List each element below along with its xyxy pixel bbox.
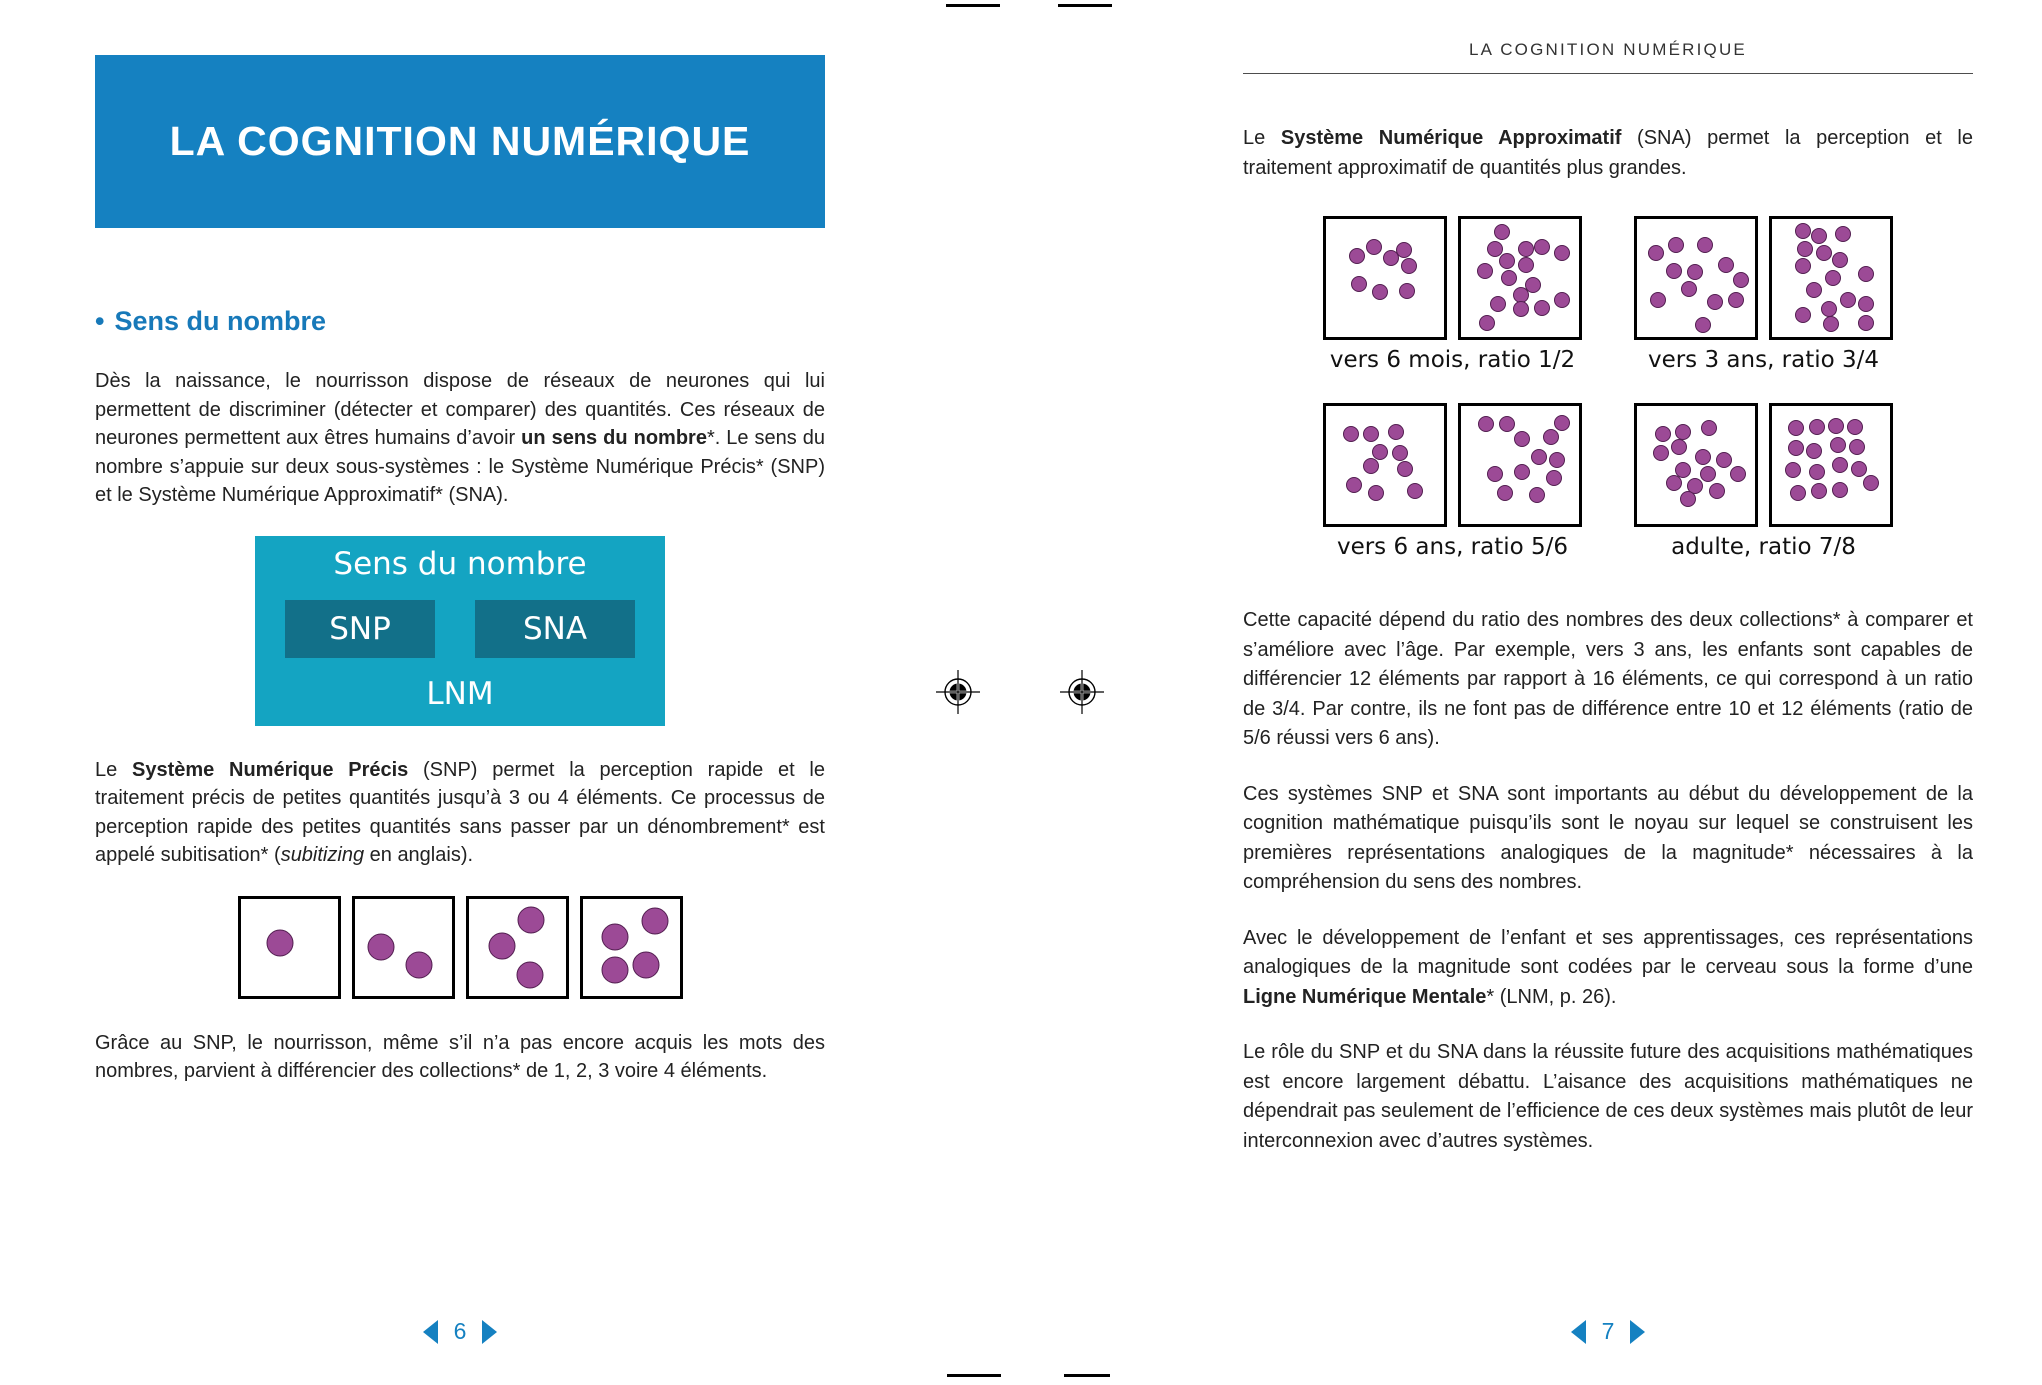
dot bbox=[1383, 250, 1399, 266]
dot bbox=[1795, 223, 1811, 239]
dot-card-1 bbox=[238, 896, 341, 999]
trim-mark-icon bbox=[1064, 1374, 1110, 1377]
dot bbox=[1806, 443, 1822, 459]
dot bbox=[1785, 462, 1801, 478]
paragraph: Le Système Numérique Approximatif (SNA) permet la perception et le traitement approximatif de quantités plus grandes. bbox=[1243, 127, 1973, 179]
dot bbox=[1675, 424, 1691, 440]
paragraph: Dès la naissance, le nourrisson dispose de réseaux de neurones qui lui permettent de discriminer (détecter et comparer) des quantités. Ces réseaux de neurones permettent aux êtres humains d’avoir un sens du nombre*. Le sens du nombre s’appuie sur deux sous-systèmes : le Système Numérique Précis* (SNP) et le Système Numérique Approximatif* (SNA). bbox=[95, 370, 825, 506]
sens-du-nombre-diagram bbox=[255, 536, 665, 726]
dot bbox=[1514, 464, 1530, 480]
dot bbox=[1840, 292, 1856, 308]
dot bbox=[489, 933, 516, 960]
dot-card bbox=[1323, 403, 1447, 527]
diagram-box-snp: SNP bbox=[285, 600, 435, 658]
dot bbox=[1707, 294, 1723, 310]
next-page-icon bbox=[482, 1320, 497, 1344]
ratio-caption: vers 3 ans, ratio 3/4 bbox=[1647, 347, 1880, 373]
dot bbox=[1407, 483, 1423, 499]
paragraph: Le rôle du SNP et du SNA dans la réussite future des acquisitions mathématiques est encore largement débattu. L’aisance des acquisitions mathématiques ne dépendrait pas seulement de l’efficience de ces deux systèmes mais plutôt de leur interconnexion avec d’autres systèmes. bbox=[1243, 1041, 1973, 1152]
next-page-icon bbox=[1630, 1320, 1645, 1344]
dot bbox=[1479, 315, 1495, 331]
dot bbox=[1832, 457, 1848, 473]
dot bbox=[1363, 458, 1379, 474]
dot-card-pair bbox=[1634, 403, 1893, 527]
dot bbox=[1487, 466, 1503, 482]
dot bbox=[1372, 284, 1388, 300]
dot bbox=[1346, 477, 1362, 493]
dot-card bbox=[1769, 403, 1893, 527]
dot bbox=[1816, 245, 1832, 261]
dot bbox=[1543, 429, 1559, 445]
dot bbox=[1534, 300, 1550, 316]
dot bbox=[1709, 483, 1725, 499]
ratio-group-3-ans bbox=[1634, 216, 1893, 373]
dot bbox=[1697, 237, 1713, 253]
dot bbox=[1858, 266, 1874, 282]
dot bbox=[1529, 487, 1545, 503]
dot bbox=[1650, 292, 1666, 308]
dot bbox=[1514, 431, 1530, 447]
dot bbox=[1806, 282, 1822, 298]
dot bbox=[1531, 449, 1547, 465]
page-left bbox=[95, 0, 825, 1385]
dot bbox=[1368, 485, 1384, 501]
dot bbox=[1392, 445, 1408, 461]
trim-mark-icon bbox=[947, 1374, 1001, 1377]
dot bbox=[1695, 449, 1711, 465]
running-head-rule bbox=[1243, 73, 1973, 74]
dot-card-pair bbox=[1634, 216, 1893, 340]
dot bbox=[1497, 485, 1513, 501]
dot-card-pair bbox=[1323, 403, 1582, 527]
dot bbox=[1388, 424, 1404, 440]
dot bbox=[1858, 296, 1874, 312]
dot bbox=[516, 962, 543, 989]
dot bbox=[1534, 239, 1550, 255]
dot bbox=[1655, 426, 1671, 442]
dot bbox=[1835, 226, 1851, 242]
ratio-figure-row-2 bbox=[1243, 403, 1973, 560]
running-head: LA COGNITION NUMÉRIQUE bbox=[1469, 40, 1747, 59]
dot-card bbox=[1323, 216, 1447, 340]
dot-card-pair bbox=[1323, 216, 1582, 340]
dot bbox=[1653, 445, 1669, 461]
dot bbox=[1733, 272, 1749, 288]
dot-card-2 bbox=[352, 896, 455, 999]
dot bbox=[1700, 466, 1716, 482]
dot bbox=[1832, 252, 1848, 268]
dot bbox=[1351, 276, 1367, 292]
dot-card bbox=[1769, 216, 1893, 340]
page-number: 6 bbox=[453, 1318, 467, 1344]
dot bbox=[1477, 263, 1493, 279]
section-heading-label: Sens du nombre bbox=[114, 306, 326, 336]
registration-target-icon bbox=[936, 670, 980, 714]
subitizing-figure bbox=[95, 896, 825, 999]
dot bbox=[1795, 307, 1811, 323]
page-footer bbox=[95, 1318, 825, 1345]
dot bbox=[1372, 444, 1388, 460]
dot bbox=[1718, 257, 1734, 273]
dot bbox=[1366, 239, 1382, 255]
dot bbox=[1795, 258, 1811, 274]
dot bbox=[1858, 315, 1874, 331]
dot bbox=[1343, 426, 1359, 442]
diagram-box-sna: SNA bbox=[475, 600, 635, 658]
dot bbox=[1821, 301, 1837, 317]
dot bbox=[1666, 263, 1682, 279]
dot bbox=[1849, 439, 1865, 455]
dot bbox=[1788, 420, 1804, 436]
dot bbox=[1716, 452, 1732, 468]
dot bbox=[267, 930, 294, 957]
paragraph: Cette capacité dépend du ratio des nombres des deux collections* à comparer et s’améliore avec l’âge. Par exemple, vers 3 ans, les enfants sont capables de différencier 12 éléments par rapport à 16 éléments, ce qui correspond à un ratio de 3/4. Par contre, ils ne font pas de différence entre 10 et 12 éléments (ratio de 5/6 réussi vers 6 ans). bbox=[1243, 609, 1973, 749]
ratio-group-6-ans bbox=[1323, 403, 1582, 560]
dot bbox=[1363, 426, 1379, 442]
dot bbox=[1494, 224, 1510, 240]
dot bbox=[1832, 482, 1848, 498]
ratio-group-adulte bbox=[1634, 403, 1893, 560]
dot-card bbox=[1634, 216, 1758, 340]
dot bbox=[1666, 475, 1682, 491]
dot bbox=[1518, 257, 1534, 273]
dot-card bbox=[1458, 403, 1582, 527]
dot bbox=[1401, 258, 1417, 274]
diagram-title: Sens du nombre bbox=[333, 545, 587, 582]
dot bbox=[367, 934, 394, 961]
page-footer bbox=[1243, 1318, 1973, 1345]
dot bbox=[1790, 485, 1806, 501]
dot bbox=[601, 957, 628, 984]
bullet-icon: • bbox=[95, 306, 105, 336]
dot bbox=[1851, 461, 1867, 477]
dot bbox=[1863, 475, 1879, 491]
dot-card-3 bbox=[466, 896, 569, 999]
dot bbox=[632, 952, 659, 979]
registration-target-icon bbox=[1060, 670, 1104, 714]
paragraph: Avec le développement de l’enfant et ses apprentissages, ces représentations analogiques de la magnitude sont codées par le cerveau sous la forme d’une Ligne Numérique Mentale* (LNM, p. 26). bbox=[1243, 926, 1973, 1008]
paragraph: Grâce au SNP, le nourrisson, même s’il n’a pas encore acquis les mots des nombres, parvient à différencier des collections* de 1, 2, 3 voire 4 éléments. bbox=[95, 1031, 825, 1082]
dot bbox=[1546, 470, 1562, 486]
dot bbox=[1499, 416, 1515, 432]
dot bbox=[405, 952, 432, 979]
dot-card-4 bbox=[580, 896, 683, 999]
section-heading bbox=[95, 306, 825, 337]
dot bbox=[1680, 491, 1696, 507]
dot-card bbox=[1634, 403, 1758, 527]
trim-mark-icon bbox=[946, 4, 1000, 7]
dot bbox=[1487, 241, 1503, 257]
dot bbox=[1701, 420, 1717, 436]
page-number: 7 bbox=[1601, 1318, 1615, 1344]
prev-page-icon bbox=[1571, 1320, 1586, 1344]
dot bbox=[1730, 466, 1746, 482]
dot bbox=[1828, 418, 1844, 434]
dot bbox=[1554, 245, 1570, 261]
dot bbox=[1823, 316, 1839, 332]
dot bbox=[517, 906, 544, 933]
dot bbox=[1695, 317, 1711, 333]
dot bbox=[1811, 483, 1827, 499]
dot bbox=[1648, 245, 1664, 261]
ratio-caption: adulte, ratio 7/8 bbox=[1671, 534, 1856, 560]
dot bbox=[1809, 419, 1825, 435]
dot bbox=[1788, 440, 1804, 456]
dot bbox=[1397, 461, 1413, 477]
trim-mark-icon bbox=[1058, 4, 1112, 7]
dot bbox=[1554, 292, 1570, 308]
diagram-subsystem-row bbox=[285, 600, 635, 658]
dot bbox=[1554, 415, 1570, 431]
dot bbox=[1797, 241, 1813, 257]
dot bbox=[1349, 248, 1365, 264]
paragraph: Le Système Numérique Précis (SNP) permet la perception rapide et le traitement précis de petites quantités jusqu’à 3 ou 4 éléments. Ce processus de perception rapide des petites quantités sans passer par un dénombrement* est appelé subitisation* (subitizing en anglais). bbox=[95, 758, 825, 866]
dot bbox=[1687, 264, 1703, 280]
dot bbox=[1847, 419, 1863, 435]
dot-card bbox=[1458, 216, 1582, 340]
dot bbox=[1728, 292, 1744, 308]
ratio-group-6-mois bbox=[1323, 216, 1582, 373]
dot bbox=[1549, 452, 1565, 468]
dot bbox=[1830, 437, 1846, 453]
dot bbox=[1490, 296, 1506, 312]
dot bbox=[1501, 270, 1517, 286]
dot bbox=[1518, 241, 1534, 257]
dot bbox=[1513, 301, 1529, 317]
ratio-figure-row-1 bbox=[1243, 216, 1973, 373]
page-right bbox=[1243, 0, 1973, 1385]
dot bbox=[642, 907, 669, 934]
dot bbox=[1811, 228, 1827, 244]
prev-page-icon bbox=[423, 1320, 438, 1344]
paragraph: Ces systèmes SNP et SNA sont importants au début du développement de la cognition mathématique puisqu’ils sont le noyau sur lequel se construisent les premières représentations analogiques de la magnitude* nécessaires à la compréhension du sens des nombres. bbox=[1243, 782, 1973, 893]
dot bbox=[1399, 283, 1415, 299]
dot bbox=[1499, 253, 1515, 269]
chapter-title: LA COGNITION NUMÉRIQUE bbox=[169, 118, 751, 164]
dot bbox=[1681, 281, 1697, 297]
diagram-box-lnm: LNM bbox=[426, 675, 494, 712]
dot bbox=[1825, 270, 1841, 286]
dot bbox=[1809, 464, 1825, 480]
ratio-caption: vers 6 ans, ratio 5/6 bbox=[1336, 534, 1569, 560]
dot bbox=[1478, 416, 1494, 432]
dot bbox=[1671, 439, 1687, 455]
ratio-caption: vers 6 mois, ratio 1/2 bbox=[1329, 347, 1576, 373]
dot bbox=[1668, 237, 1684, 253]
chapter-banner bbox=[95, 55, 825, 228]
dot bbox=[601, 924, 628, 951]
